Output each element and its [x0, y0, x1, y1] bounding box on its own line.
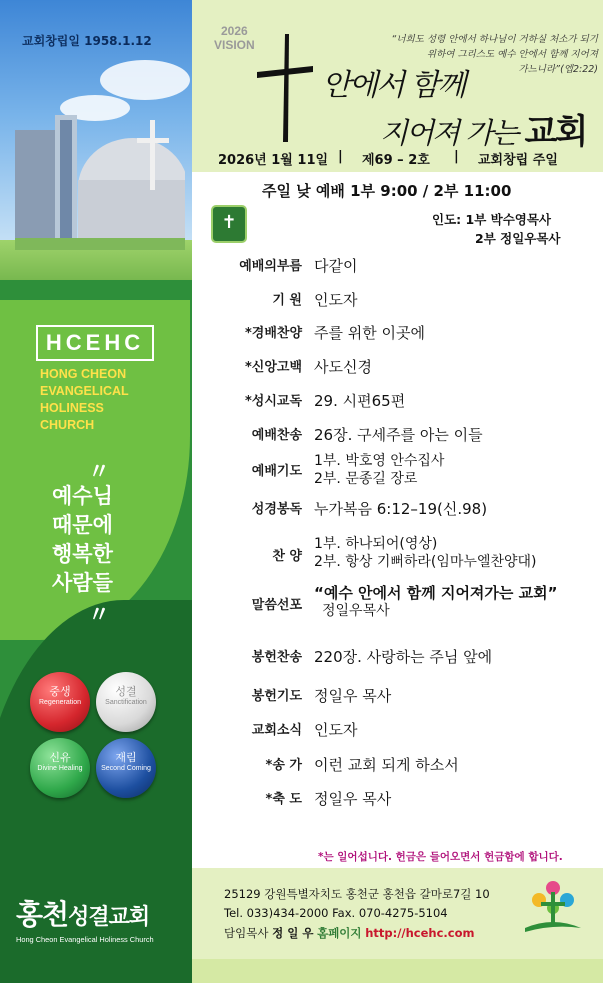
ball-label: 중생 [49, 685, 71, 698]
slogan-line: 사람들 [52, 571, 113, 595]
vision-title-church: 교회 [524, 112, 587, 152]
slogan [52, 482, 113, 598]
order-label: 봉헌찬송 [251, 650, 302, 665]
ball-sanctification [96, 672, 156, 732]
bottom-strip [192, 959, 603, 983]
order-value: 누가복음 6:12–19(신.98) [314, 500, 488, 518]
pastor-line [224, 925, 474, 941]
order-value: 29. 시편65편 [314, 392, 406, 410]
standing-note: *는 일어섭니다. 헌금은 들어오면서 헌금함에 합니다. [318, 851, 563, 863]
vision-label [214, 24, 255, 52]
ball-english: Second Coming [101, 765, 151, 772]
vision-year: 2026 [220, 24, 248, 38]
order-value: 인도자 [314, 291, 358, 309]
order-value: 사도신경 [314, 358, 372, 376]
order-label: *경배찬양 [244, 326, 302, 341]
pastor-label: 담임목사 [224, 926, 269, 940]
order-label: 말씀선포 [251, 598, 302, 613]
service-leader-2: 2부 정일우목사 [475, 231, 561, 246]
order-value: 정일우 목사 [314, 687, 392, 705]
order-label: 교회소식 [251, 723, 302, 738]
english-church-name [40, 366, 129, 434]
ball-label: 재림 [115, 751, 137, 764]
church-name-sub: 성결교회 [68, 905, 150, 930]
order-value: 주를 위한 이곳에 [314, 324, 425, 342]
order-value [314, 535, 537, 571]
bulletin-info-bar [192, 147, 603, 169]
order-value: 인도자 [314, 721, 358, 739]
verse-line: 가느니라”(엡2:22) [518, 64, 598, 75]
church-building-image [15, 110, 185, 250]
church-logo-icon [521, 878, 585, 940]
order-label: 기 원 [272, 293, 302, 308]
order-label: *축 도 [265, 792, 302, 807]
order-label: *신앙고백 [244, 360, 302, 375]
ball-second-coming [96, 738, 156, 798]
cross-icon [255, 32, 315, 144]
vision-title-part: 지어져 가는 [380, 116, 525, 150]
english-name-line: HOLINESS [40, 401, 104, 415]
order-value: 다같이 [314, 257, 358, 275]
homepage-link[interactable]: http://hcehc.com [365, 926, 475, 940]
church-phone: Tel. 033)434-2000 Fax. 070-4275-5104 [224, 906, 448, 920]
ball-english: Sanctification [105, 699, 147, 706]
cloud [100, 60, 190, 100]
vision-word: VISION [214, 38, 255, 52]
ball-regeneration [30, 672, 90, 732]
order-value: 정일우 목사 [314, 790, 392, 808]
order-label: 성경봉독 [251, 502, 302, 517]
bible-icon: ✝ [211, 205, 247, 243]
vision-title-line2 [380, 104, 586, 153]
quote-close: 〃 [88, 603, 111, 628]
order-value [314, 452, 444, 488]
order-label: 찬 양 [272, 549, 302, 564]
ball-label: 성결 [115, 685, 137, 698]
sermon-title: “예수 안에서 함께 지어져가는 교회” [314, 584, 558, 602]
english-name-line: CHURCH [40, 418, 95, 432]
order-value: 이런 교회 되게 하소서 [314, 756, 459, 774]
bulletin-date: 2026년 1월 11일 [218, 153, 329, 168]
verse-line: 위하여 그리스도 예수 안에서 함께 지어져 [426, 49, 598, 60]
bulletin-sunday: 교회창립 주일 [478, 153, 558, 168]
english-name-line: HONG CHEON [40, 367, 127, 381]
english-name-line: EVANGELICAL [40, 384, 129, 398]
pastor-name: 정 일 우 [272, 926, 314, 940]
order-label: *성시교독 [244, 394, 302, 409]
service-heading: 주일 낮 예배 1부 9:00 / 2부 11:00 [262, 182, 512, 200]
preacher: 정일우목사 [322, 603, 390, 619]
order-value [314, 584, 557, 620]
bulletin-issue: 제69 – 2호 [362, 153, 430, 168]
slogan-line: 행복한 [52, 542, 113, 566]
divider: | [454, 149, 459, 164]
quote-open: 〃 [88, 460, 111, 485]
ball-label: 신유 [49, 751, 71, 764]
slogan-line: 예수님 [52, 484, 113, 508]
order-label: *송 가 [265, 758, 302, 773]
order-label: 봉헌기도 [251, 689, 302, 704]
order-value: 220장. 사랑하는 주님 앞에 [314, 648, 493, 666]
vision-title-line1: 안에서 함께 [322, 68, 465, 103]
order-label: 예배찬송 [251, 428, 302, 443]
order-value-line: 2부. 문종길 장로 [314, 471, 418, 487]
homepage-label: 홈페이지 [317, 926, 362, 940]
order-label: 예배의부름 [239, 259, 302, 274]
order-label: 예배기도 [251, 464, 302, 479]
ball-divine-healing [30, 738, 90, 798]
order-value-line: 1부. 하나되어(영상) [314, 536, 438, 552]
divider: | [338, 149, 343, 164]
order-value-line: 2부. 항상 기뻐하라(임마누엘찬양대) [314, 554, 537, 570]
order-value: 26장. 구세주를 아는 이들 [314, 426, 483, 444]
hcehc-logo: HCEHC [36, 325, 154, 361]
church-name-main: 홍천 [16, 898, 69, 931]
order-value-line: 1부. 박호영 안수집사 [314, 453, 445, 469]
left-panel [0, 0, 192, 983]
slogan-line: 때문에 [52, 513, 113, 537]
church-name [16, 893, 149, 933]
verse-line: “너희도 성령 안에서 하나님이 거하실 처소가 되기 [391, 34, 598, 45]
church-address: 25129 강원특별자치도 홍천군 홍천읍 갈마로7길 10 [224, 887, 490, 901]
church-name-english: Hong Cheon Evangelical Holiness Church [16, 935, 154, 944]
service-leader-1: 인도: 1부 박수영목사 [432, 212, 552, 227]
ball-english: Divine Healing [37, 765, 83, 772]
founding-date: 교회창립일 1958.1.12 [22, 34, 152, 48]
ball-english: Regeneration [38, 699, 82, 706]
